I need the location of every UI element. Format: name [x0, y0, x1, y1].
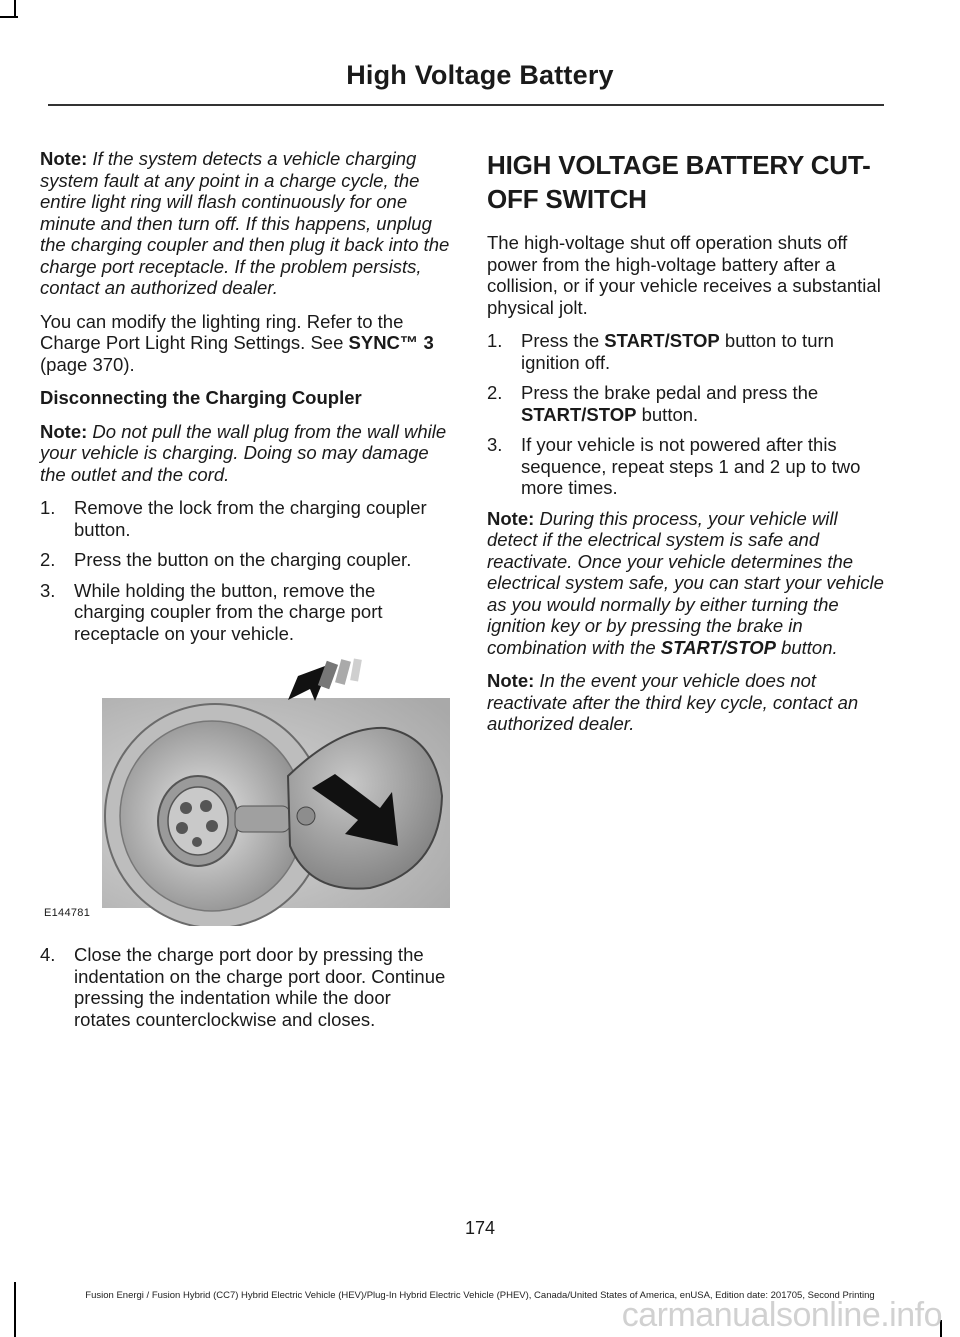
list-item — [40, 580, 450, 645]
right-column — [487, 148, 887, 747]
section-title-line: HIGH VOLTAGE BATTERY CUT- — [487, 150, 871, 180]
step-number: 1. — [487, 330, 503, 351]
step-text: While holding the button, remove the charging coupler from the charge port receptacle on your vehicle. — [74, 579, 383, 644]
note-text: button. — [775, 636, 838, 658]
note-label: Note: — [40, 148, 88, 169]
note-label: Note: — [487, 507, 535, 529]
note-paragraph — [40, 148, 450, 299]
list-item — [487, 434, 887, 499]
step-text: button to turn ignition off. — [521, 330, 834, 373]
step-number: 3. — [40, 579, 56, 601]
step-text: If your vehicle is not powered after this sequence, repeat steps 1 and 2 up to two more times. — [521, 434, 861, 498]
step-number: 1. — [40, 497, 56, 518]
step-text: button. — [636, 403, 699, 425]
step-number: 2. — [40, 549, 56, 570]
step-text: Press the button on the charging coupler. — [74, 549, 412, 570]
note-text: Do not pull the wall plug from the wall while your vehicle is charging. Doing so may damage the outlet and the cord. — [40, 420, 447, 485]
step-number: 2. — [487, 382, 503, 403]
step-number: 4. — [40, 944, 56, 965]
list-item — [40, 549, 450, 571]
figure-id: E144781 — [44, 906, 91, 919]
note-text: In the event your vehicle does not reactivate after the third key cycle, contact an authorized dealer. — [487, 670, 859, 734]
step-list — [40, 944, 450, 1030]
header-divider — [48, 104, 884, 106]
note-paragraph — [487, 508, 887, 659]
crop-mark — [0, 16, 18, 18]
cross-reference-link[interactable]: SYNC™ 3 — [348, 332, 434, 353]
footer-text: Fusion Energi / Fusion Hybrid (CC7) Hybrid Electric Vehicle (HEV)/Plug-In Hybrid Electric Vehicle (PHEV), Canada/United States of America, enUSA, Edition date: 201705, Second Printing — [85, 1290, 875, 1301]
list-item — [40, 497, 450, 540]
note-label: Note: — [487, 670, 535, 691]
step-text: Press the — [521, 330, 605, 351]
step-text: Press the brake pedal and press the — [521, 382, 819, 403]
charge-port-door-image — [40, 656, 450, 926]
button-name: START/STOP — [604, 330, 720, 351]
button-name: START/STOP — [660, 636, 776, 658]
step-list — [40, 497, 450, 644]
step-text: Remove the lock from the charging coupler button. — [74, 497, 427, 540]
step-list — [487, 330, 887, 499]
list-item — [487, 330, 887, 373]
left-column — [40, 148, 450, 1039]
watermark: carmanualsonline.info — [621, 1296, 942, 1334]
section-title — [487, 148, 887, 216]
step-number: 3. — [487, 434, 503, 455]
button-name: START/STOP — [521, 403, 637, 425]
page-number: 174 — [464, 1218, 496, 1238]
list-item — [487, 382, 887, 425]
note-label: Note: — [40, 420, 88, 442]
body-text: You can modify the lighting ring. Refer to the Charge Port Light Ring Settings. See — [40, 310, 404, 353]
page-reference: (page 370). — [40, 353, 135, 375]
body-paragraph — [40, 311, 450, 376]
list-item — [40, 944, 450, 1030]
note-paragraph — [40, 421, 450, 486]
note-text: During this process, your vehicle will detect if the electrical system is safe and reactivate. Once your vehicle determines the electrical system safe, you can start your vehicle as you would normally by either turning the ignition key or by pressing the brake in combination with the — [487, 507, 884, 658]
subheading: Disconnecting the Charging Coupler — [40, 387, 362, 408]
page-title: High Voltage Battery — [346, 60, 614, 90]
charge-port-illustration — [40, 656, 450, 926]
note-paragraph — [487, 670, 887, 735]
section-title-line: OFF SWITCH — [487, 184, 647, 214]
step-text: Close the charge port door by pressing the indentation on the charge port door. Continue pressing the indentation while the door rotates counterclockwise and closes. — [74, 944, 446, 1030]
body-paragraph: The high-voltage shut off operation shuts off power from the high-voltage battery after a collision, or if your vehicle receives a substantial physical jolt. — [487, 232, 881, 318]
note-text: If the system detects a vehicle charging system fault at any point in a charge cycle, the entire light ring will flash continuously for one minute and then turn off. If this happens, unplug the charging coupler and then plug it back into the charge port receptacle. If the problem persists, contact an authorized dealer. — [40, 148, 450, 298]
